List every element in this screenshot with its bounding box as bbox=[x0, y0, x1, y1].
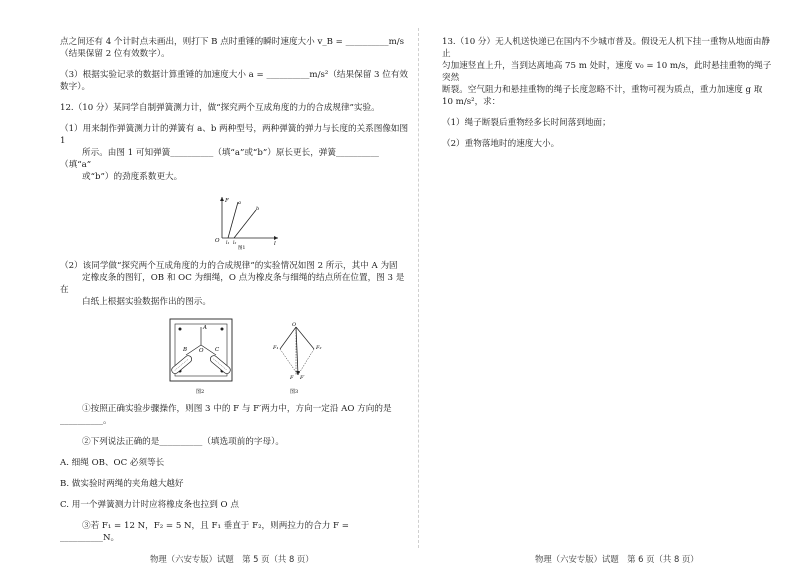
fig2-label-o: O bbox=[199, 348, 204, 354]
fig2-label-a: A bbox=[203, 325, 207, 331]
fig1-caption: 图1 bbox=[238, 246, 246, 250]
fig1-line-b: b bbox=[256, 206, 260, 212]
text-line: 点之间还有 4 个计时点未画出，则打下 B 点时重锤的瞬时速度大小 v_B = __________m/s （结果保留 2 位有效数字）。 bbox=[60, 37, 405, 59]
option-c: C. 用一个弹簧测力计时应将橡皮条也拉到 O 点 bbox=[60, 500, 239, 510]
fig3-label-f2: F₂ bbox=[316, 345, 322, 351]
fig3-caption: 图3 bbox=[290, 389, 299, 395]
fig1-origin: O bbox=[215, 238, 220, 244]
text-line: ③若 F₁ = 12 N，F₂ = 5 N，且 F₁ 垂直于 F₂，则两拉力的合力 F = __________N。 bbox=[60, 521, 349, 543]
option-b: B. 做实验时两绳的夹角越大越好 bbox=[60, 479, 184, 489]
option-a: A. 细绳 OB、OC 必须等长 bbox=[60, 458, 165, 468]
question-13-part-1: （1）绳子断裂后重物经多长时间落到地面； bbox=[442, 118, 611, 128]
fig2-label-c: C bbox=[215, 347, 220, 353]
fig1-tick-l2: l₂ bbox=[233, 241, 237, 246]
figure-2 bbox=[168, 317, 238, 397]
fig2-label-b: B bbox=[183, 347, 188, 353]
fig3-label-f1: F₁ bbox=[273, 345, 279, 351]
text-line: ①按照正确实验步骤操作，则图 3 中的 F 与 F′两力中，方向一定沿 AO 方向的是 __________。 bbox=[60, 404, 392, 426]
figure-3 bbox=[268, 317, 328, 397]
fig3-label-f: F bbox=[290, 375, 294, 381]
figure-1 bbox=[210, 194, 282, 250]
question-13-part-2: （2）重物落地时的速度大小。 bbox=[442, 139, 560, 149]
footer-page-6: 物理（六安专版）试题 第 6 页（共 8 页） bbox=[535, 554, 699, 564]
fig1-y-label: F bbox=[225, 198, 229, 204]
fig3-label-fprime: F′ bbox=[300, 375, 305, 381]
fig3-label-o: O bbox=[292, 322, 297, 328]
text-line: （2）该同学做“探究两个互成角度的力的合成规律”的实验情况如图 2 所示，其中 A 为固 定橡皮条的图钉，OB 和 OC 为细绳，O 点为橡皮条与细绳的结点所在位置，图 3 是在 白纸上根据实验数据作出的图示。 bbox=[60, 261, 405, 307]
fig1-tick-l1: l₁ bbox=[226, 241, 230, 246]
question-12-title: 12.（10 分）某同学自制弹簧测力计，做“探究两个互成角度的力的合成规律”实验。 bbox=[60, 103, 380, 113]
text-line: ②下列说法正确的是__________（填选项前的字母）。 bbox=[82, 437, 284, 447]
footer-page-5: 物理（六安专版）试题 第 5 页（共 8 页） bbox=[150, 554, 314, 564]
question-13: 13.（10 分）无人机送快递已在国内不少城市普及。假设无人机下挂一重物从地面由静止 匀加速竖直上升，当到达离地高 75 m 处时，速度 v₀ = 10 m/s，此时悬挂重物的绳子突然 断裂。空气阻力和悬挂重物的绳子长度忽略不计，重物可视为质点，重力加速度 g 取 10 m/s²，求： bbox=[442, 37, 772, 107]
right-page bbox=[420, 0, 800, 579]
fig1-x-label: l bbox=[274, 241, 276, 247]
fig2-caption: 图2 bbox=[196, 389, 205, 395]
text-line: （1）用来制作弹簧测力计的弹簧有 a、b 两种型号，两种弹簧的弹力与长度的关系图像如图 1 所示。由图 1 可知弹簧__________（填“a”或“b”）原长更长，弹簧__________（填“a” 或“b”）的劲度系数更大。 bbox=[60, 124, 409, 182]
text-line: （3）根据实验记录的数据计算重锤的加速度大小 a = __________m/s²（结果保留 3 位有效 数字）。 bbox=[60, 70, 409, 92]
figures-2-3 bbox=[168, 317, 410, 397]
fig1-line-a: a bbox=[238, 200, 241, 206]
